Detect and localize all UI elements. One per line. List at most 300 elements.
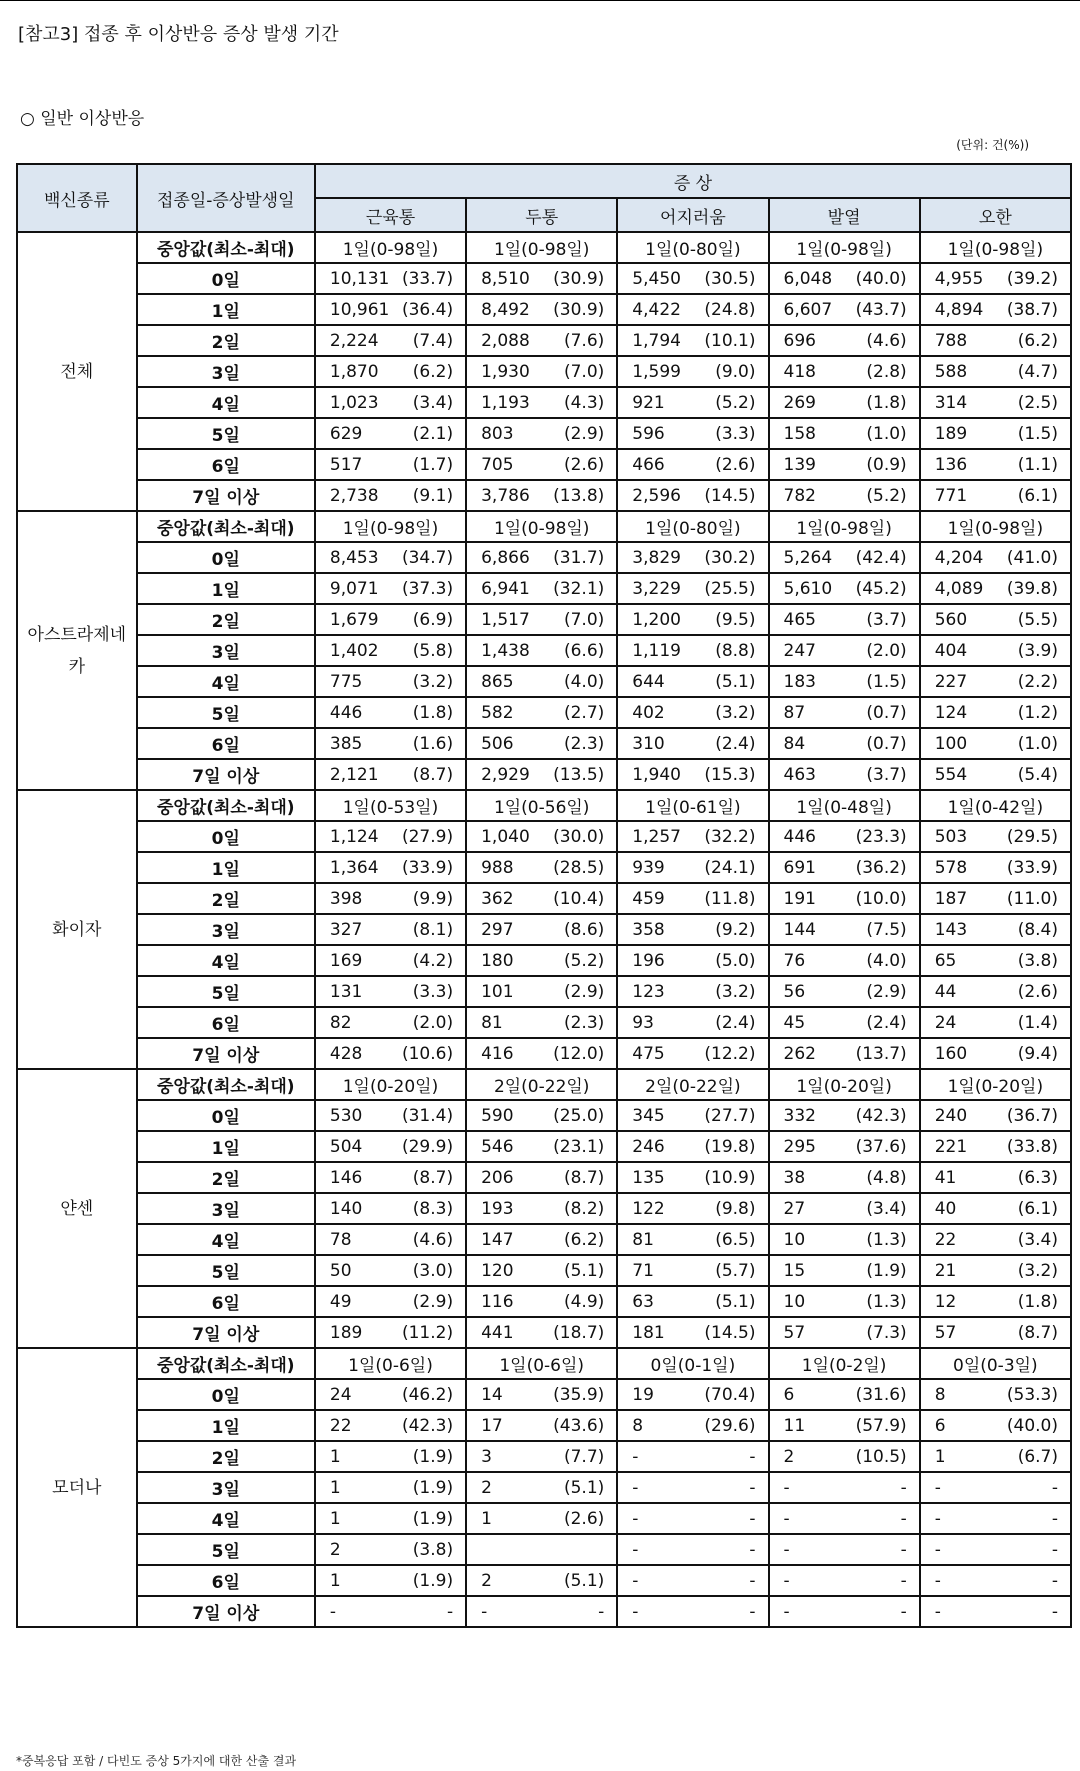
percent-value: (2.0) bbox=[866, 640, 907, 661]
median-cell: 1일(0-98일) bbox=[315, 511, 466, 542]
percent-value: (9.9) bbox=[412, 888, 454, 909]
percent-value: (42.3) bbox=[855, 1105, 907, 1126]
data-cell bbox=[769, 697, 920, 728]
count-value: 57 bbox=[783, 1322, 806, 1343]
percent-value: (4.6) bbox=[866, 330, 907, 351]
percent-value: (24.8) bbox=[704, 299, 756, 320]
data-cell bbox=[617, 635, 768, 666]
data-cell bbox=[466, 1379, 617, 1410]
count-value: 1,517 bbox=[481, 609, 530, 630]
data-cell bbox=[617, 666, 768, 697]
median-label: 중앙값(최소-최대) bbox=[137, 232, 315, 263]
percent-value: (2.9) bbox=[563, 981, 605, 1002]
day-label: 1일 bbox=[137, 852, 315, 883]
day-label: 6일 bbox=[137, 449, 315, 480]
count-value: 123 bbox=[632, 981, 665, 1002]
data-cell bbox=[920, 976, 1071, 1007]
data-cell bbox=[617, 1193, 768, 1224]
data-cell bbox=[466, 1286, 617, 1317]
count-value: 314 bbox=[934, 392, 968, 413]
data-cell bbox=[769, 294, 920, 325]
percent-value: - bbox=[900, 1570, 907, 1591]
count-value: 775 bbox=[329, 671, 363, 692]
table-row bbox=[17, 697, 1071, 728]
count-value: 247 bbox=[783, 640, 816, 661]
percent-value: (6.9) bbox=[412, 609, 454, 630]
percent-value: (3.8) bbox=[1017, 950, 1058, 971]
data-cell bbox=[466, 294, 617, 325]
percent-value: - bbox=[900, 1601, 907, 1622]
percent-value: (29.5) bbox=[1006, 826, 1058, 847]
count-value: 169 bbox=[329, 950, 363, 971]
data-cell bbox=[769, 883, 920, 914]
count-value: 295 bbox=[783, 1136, 816, 1157]
percent-value: (31.4) bbox=[401, 1105, 454, 1126]
median-label: 중앙값(최소-최대) bbox=[137, 1348, 315, 1379]
percent-value: (2.6) bbox=[1017, 981, 1058, 1002]
table-row bbox=[17, 1224, 1071, 1255]
table-row bbox=[17, 1007, 1071, 1038]
percent-value: (12.0) bbox=[553, 1043, 605, 1064]
day-label: 2일 bbox=[137, 604, 315, 635]
percent-value: (2.1) bbox=[412, 423, 454, 444]
percent-value: (34.7) bbox=[401, 547, 454, 568]
day-label: 7일 이상 bbox=[137, 1317, 315, 1348]
percent-value: (37.3) bbox=[401, 578, 454, 599]
count-value: 446 bbox=[329, 702, 363, 723]
data-cell bbox=[315, 1286, 466, 1317]
count-value: 1,794 bbox=[632, 330, 681, 351]
count-value: 139 bbox=[783, 454, 816, 475]
percent-value: (3.3) bbox=[412, 981, 454, 1002]
count-value: - bbox=[934, 1508, 941, 1529]
percent-value: (1.8) bbox=[412, 702, 454, 723]
data-cell bbox=[617, 728, 768, 759]
data-cell bbox=[920, 1193, 1071, 1224]
table-row bbox=[17, 573, 1071, 604]
count-value: 771 bbox=[934, 485, 968, 506]
data-cell bbox=[769, 1565, 920, 1596]
percent-value: - bbox=[1051, 1570, 1058, 1591]
count-value: 1,679 bbox=[329, 609, 379, 630]
table-row bbox=[17, 1286, 1071, 1317]
data-cell bbox=[769, 1100, 920, 1131]
day-label: 5일 bbox=[137, 697, 315, 728]
data-cell bbox=[920, 852, 1071, 883]
day-label: 0일 bbox=[137, 1100, 315, 1131]
percent-value: (39.8) bbox=[1006, 578, 1058, 599]
data-cell bbox=[920, 945, 1071, 976]
data-cell bbox=[466, 914, 617, 945]
count-value: 705 bbox=[481, 454, 514, 475]
vaccine-group-label: 얀센 bbox=[60, 1198, 94, 1219]
data-cell bbox=[466, 356, 617, 387]
count-value: 24 bbox=[329, 1384, 352, 1405]
percent-value: (6.6) bbox=[563, 640, 605, 661]
data-cell bbox=[769, 945, 920, 976]
percent-value: (6.3) bbox=[1017, 1167, 1058, 1188]
count-value: 441 bbox=[481, 1322, 514, 1343]
count-value: 691 bbox=[783, 857, 816, 878]
header-symptom-dizziness: 어지러움 bbox=[617, 198, 768, 232]
count-value: 101 bbox=[481, 981, 514, 1002]
data-cell bbox=[769, 666, 920, 697]
data-cell bbox=[769, 852, 920, 883]
data-cell bbox=[920, 542, 1071, 573]
count-value: 1,040 bbox=[481, 826, 530, 847]
data-cell bbox=[617, 821, 768, 852]
data-cell bbox=[466, 945, 617, 976]
table-row bbox=[17, 1193, 1071, 1224]
percent-value: (40.0) bbox=[1006, 1415, 1058, 1436]
percent-value: (4.7) bbox=[1017, 361, 1058, 382]
percent-value: - bbox=[749, 1508, 756, 1529]
day-label: 3일 bbox=[137, 914, 315, 945]
day-label: 2일 bbox=[137, 883, 315, 914]
data-cell bbox=[617, 325, 768, 356]
percent-value: (1.9) bbox=[412, 1477, 454, 1498]
count-value: 554 bbox=[934, 764, 968, 785]
data-cell bbox=[617, 697, 768, 728]
data-cell bbox=[769, 1441, 920, 1472]
percent-value: (1.7) bbox=[412, 454, 454, 475]
percent-value: (4.9) bbox=[563, 1291, 605, 1312]
table-row bbox=[17, 418, 1071, 449]
day-label: 0일 bbox=[137, 821, 315, 852]
percent-value: (30.9) bbox=[553, 268, 605, 289]
count-value: 446 bbox=[783, 826, 816, 847]
percent-value: - bbox=[749, 1570, 756, 1591]
section-title: ○ 일반 이상반응 bbox=[20, 109, 145, 129]
data-cell bbox=[315, 1472, 466, 1503]
data-cell bbox=[315, 418, 466, 449]
percent-value: (1.9) bbox=[412, 1570, 454, 1591]
count-value: 1 bbox=[329, 1508, 341, 1529]
median-cell: 1일(0-98일) bbox=[920, 511, 1071, 542]
percent-value: (29.6) bbox=[704, 1415, 756, 1436]
data-cell bbox=[617, 356, 768, 387]
count-value: 517 bbox=[329, 454, 363, 475]
data-cell bbox=[920, 1596, 1071, 1627]
percent-value: (13.8) bbox=[553, 485, 605, 506]
count-value: 2,596 bbox=[632, 485, 681, 506]
data-cell bbox=[617, 1379, 768, 1410]
count-value: 10,131 bbox=[329, 268, 390, 289]
footnote: *중복응답 포함 / 다빈도 증상 5가지에 대한 산출 결과 bbox=[16, 1754, 297, 1768]
count-value: 183 bbox=[783, 671, 816, 692]
data-cell bbox=[617, 1596, 768, 1627]
count-value: 135 bbox=[632, 1167, 665, 1188]
data-cell bbox=[920, 1379, 1071, 1410]
data-cell bbox=[769, 1255, 920, 1286]
data-cell bbox=[315, 604, 466, 635]
percent-value: (2.2) bbox=[1017, 671, 1058, 692]
percent-value: (8.7) bbox=[1017, 1322, 1058, 1343]
percent-value: (10.4) bbox=[553, 888, 605, 909]
median-cell: 1일(0-56일) bbox=[466, 790, 617, 821]
percent-value: (3.3) bbox=[715, 423, 756, 444]
table-row bbox=[17, 387, 1071, 418]
count-value: 81 bbox=[481, 1012, 503, 1033]
data-cell bbox=[315, 852, 466, 883]
percent-value: (1.6) bbox=[412, 733, 454, 754]
percent-value: (1.2) bbox=[1017, 702, 1058, 723]
median-cell: 1일(0-98일) bbox=[466, 232, 617, 263]
day-label: 4일 bbox=[137, 1224, 315, 1255]
count-value: 1,599 bbox=[632, 361, 681, 382]
data-cell bbox=[920, 914, 1071, 945]
data-cell bbox=[315, 480, 466, 511]
data-cell bbox=[769, 1224, 920, 1255]
count-value: 116 bbox=[481, 1291, 514, 1312]
count-value: - bbox=[934, 1539, 941, 1560]
table-row bbox=[17, 635, 1071, 666]
percent-value: (8.8) bbox=[715, 640, 756, 661]
data-cell bbox=[769, 1472, 920, 1503]
count-value: 8 bbox=[934, 1384, 946, 1405]
count-value: 44 bbox=[934, 981, 957, 1002]
count-value: 6 bbox=[783, 1384, 795, 1405]
percent-value: (3.9) bbox=[1017, 640, 1058, 661]
count-value: - bbox=[632, 1477, 639, 1498]
count-value: 596 bbox=[632, 423, 665, 444]
count-value: 12 bbox=[934, 1291, 957, 1312]
day-label: 0일 bbox=[137, 1379, 315, 1410]
count-value: 560 bbox=[934, 609, 968, 630]
data-cell bbox=[617, 449, 768, 480]
data-cell bbox=[769, 1007, 920, 1038]
data-cell bbox=[315, 356, 466, 387]
table-row bbox=[17, 604, 1071, 635]
data-cell bbox=[769, 263, 920, 294]
data-cell bbox=[315, 1100, 466, 1131]
data-cell bbox=[617, 945, 768, 976]
count-value: 227 bbox=[934, 671, 968, 692]
count-value: 546 bbox=[481, 1136, 514, 1157]
vaccine-group-label: 전체 bbox=[60, 361, 94, 382]
percent-value: (7.3) bbox=[866, 1322, 907, 1343]
count-value: 416 bbox=[481, 1043, 514, 1064]
data-cell bbox=[769, 1317, 920, 1348]
percent-value: (23.3) bbox=[855, 826, 907, 847]
count-value: 3,229 bbox=[632, 578, 681, 599]
percent-value: (10.6) bbox=[401, 1043, 454, 1064]
percent-value: (5.5) bbox=[1017, 609, 1058, 630]
count-value: 310 bbox=[632, 733, 665, 754]
count-value: 22 bbox=[934, 1229, 957, 1250]
day-label: 1일 bbox=[137, 1131, 315, 1162]
table-row bbox=[17, 1441, 1071, 1472]
percent-value: (2.3) bbox=[563, 733, 605, 754]
count-value: 8,453 bbox=[329, 547, 379, 568]
data-cell bbox=[315, 1565, 466, 1596]
data-cell bbox=[315, 1596, 466, 1627]
percent-value: (29.9) bbox=[401, 1136, 454, 1157]
data-cell bbox=[466, 1193, 617, 1224]
data-cell bbox=[920, 821, 1071, 852]
percent-value: (13.5) bbox=[553, 764, 605, 785]
percent-value: (5.4) bbox=[1017, 764, 1058, 785]
data-cell bbox=[315, 387, 466, 418]
percent-value: (27.7) bbox=[704, 1105, 756, 1126]
count-value: 5,610 bbox=[783, 578, 833, 599]
count-value: 40 bbox=[934, 1198, 957, 1219]
data-cell bbox=[920, 325, 1071, 356]
percent-value: (9.4) bbox=[1017, 1043, 1058, 1064]
count-value: 8 bbox=[632, 1415, 644, 1436]
median-cell: 1일(0-98일) bbox=[769, 232, 920, 263]
count-value: 221 bbox=[934, 1136, 968, 1157]
data-cell bbox=[920, 1503, 1071, 1534]
data-cell bbox=[315, 1038, 466, 1069]
median-cell: 1일(0-6일) bbox=[315, 1348, 466, 1379]
day-label: 7일 이상 bbox=[137, 1038, 315, 1069]
data-cell bbox=[920, 480, 1071, 511]
percent-value: (6.5) bbox=[715, 1229, 756, 1250]
vaccine-group-name bbox=[17, 1348, 137, 1627]
table-row bbox=[17, 294, 1071, 325]
percent-value: (1.3) bbox=[866, 1229, 907, 1250]
median-cell: 1일(0-61일) bbox=[617, 790, 768, 821]
count-value: 8,510 bbox=[481, 268, 530, 289]
count-value: 332 bbox=[783, 1105, 816, 1126]
data-cell bbox=[315, 821, 466, 852]
count-value: 181 bbox=[632, 1322, 665, 1343]
percent-value: (19.8) bbox=[704, 1136, 756, 1157]
percent-value: (8.3) bbox=[412, 1198, 454, 1219]
percent-value: (8.7) bbox=[563, 1167, 605, 1188]
count-value: 788 bbox=[934, 330, 968, 351]
count-value: 475 bbox=[632, 1043, 665, 1064]
percent-value: (30.5) bbox=[704, 268, 756, 289]
data-cell bbox=[315, 1441, 466, 1472]
data-cell bbox=[617, 263, 768, 294]
data-cell bbox=[315, 1534, 466, 1565]
percent-value: (33.9) bbox=[1006, 857, 1058, 878]
count-value: 262 bbox=[783, 1043, 816, 1064]
data-cell bbox=[769, 542, 920, 573]
percent-value: (6.1) bbox=[1017, 1198, 1058, 1219]
data-cell bbox=[466, 480, 617, 511]
data-cell bbox=[466, 1410, 617, 1441]
percent-value: (6.1) bbox=[1017, 485, 1058, 506]
count-value: 63 bbox=[632, 1291, 654, 1312]
data-cell bbox=[920, 1286, 1071, 1317]
median-row bbox=[17, 511, 1071, 542]
count-value: 41 bbox=[934, 1167, 957, 1188]
data-cell bbox=[769, 1038, 920, 1069]
percent-value: (7.0) bbox=[563, 609, 605, 630]
count-value: 269 bbox=[783, 392, 816, 413]
count-value: 10 bbox=[783, 1229, 806, 1250]
count-value: 578 bbox=[934, 857, 968, 878]
data-cell bbox=[920, 728, 1071, 759]
count-value: 93 bbox=[632, 1012, 654, 1033]
count-value: 5,264 bbox=[783, 547, 833, 568]
data-cell bbox=[617, 1565, 768, 1596]
data-cell bbox=[920, 356, 1071, 387]
data-cell bbox=[466, 1131, 617, 1162]
percent-value: (1.9) bbox=[866, 1260, 907, 1281]
percent-value: (1.9) bbox=[412, 1446, 454, 1467]
count-value: - bbox=[934, 1601, 941, 1622]
count-value: 131 bbox=[329, 981, 363, 1002]
percent-value: (1.9) bbox=[412, 1508, 454, 1529]
count-value: 65 bbox=[934, 950, 957, 971]
count-value: 146 bbox=[329, 1167, 363, 1188]
percent-value: (5.2) bbox=[563, 950, 605, 971]
data-cell bbox=[315, 263, 466, 294]
percent-value: (8.7) bbox=[412, 764, 454, 785]
count-value: 193 bbox=[481, 1198, 514, 1219]
count-value: 2 bbox=[481, 1570, 492, 1591]
count-value: 921 bbox=[632, 392, 665, 413]
data-cell bbox=[617, 852, 768, 883]
percent-value: (38.7) bbox=[1006, 299, 1058, 320]
median-label: 중앙값(최소-최대) bbox=[137, 1069, 315, 1100]
data-cell bbox=[920, 263, 1071, 294]
percent-value: (36.2) bbox=[855, 857, 907, 878]
data-cell bbox=[769, 635, 920, 666]
data-cell bbox=[466, 821, 617, 852]
percent-value: (3.2) bbox=[715, 702, 756, 723]
table-row bbox=[17, 666, 1071, 697]
data-cell bbox=[769, 418, 920, 449]
percent-value: (2.9) bbox=[412, 1291, 454, 1312]
count-value: 3,786 bbox=[481, 485, 530, 506]
percent-value: (2.7) bbox=[563, 702, 605, 723]
table-row bbox=[17, 1379, 1071, 1410]
data-cell bbox=[315, 325, 466, 356]
day-label: 2일 bbox=[137, 325, 315, 356]
count-value: 1,930 bbox=[481, 361, 530, 382]
percent-value: (11.2) bbox=[401, 1322, 454, 1343]
data-cell bbox=[769, 1286, 920, 1317]
percent-value: (14.5) bbox=[704, 1322, 756, 1343]
data-cell bbox=[920, 1472, 1071, 1503]
vaccine-group-name bbox=[17, 790, 137, 1069]
count-value: 84 bbox=[783, 733, 806, 754]
percent-value: (37.6) bbox=[855, 1136, 907, 1157]
percent-value: (5.8) bbox=[412, 640, 454, 661]
data-cell bbox=[617, 1038, 768, 1069]
percent-value: (33.7) bbox=[401, 268, 454, 289]
vaccine-group-name bbox=[17, 511, 137, 790]
median-row bbox=[17, 1348, 1071, 1379]
percent-value: (1.5) bbox=[866, 671, 907, 692]
table-row bbox=[17, 1472, 1071, 1503]
percent-value: (36.7) bbox=[1006, 1105, 1058, 1126]
day-label: 3일 bbox=[137, 1472, 315, 1503]
data-cell bbox=[769, 573, 920, 604]
percent-value: (36.4) bbox=[401, 299, 454, 320]
count-value: 644 bbox=[632, 671, 665, 692]
percent-value: - bbox=[749, 1601, 756, 1622]
percent-value: (32.2) bbox=[704, 826, 756, 847]
percent-value: (33.9) bbox=[401, 857, 454, 878]
table-row bbox=[17, 1565, 1071, 1596]
data-cell bbox=[769, 387, 920, 418]
data-cell bbox=[920, 1131, 1071, 1162]
page-title: [참고3] 접종 후 이상반응 증상 발생 기간 bbox=[18, 24, 339, 45]
count-value: 143 bbox=[934, 919, 968, 940]
data-cell bbox=[315, 759, 466, 790]
percent-value: - bbox=[900, 1508, 907, 1529]
count-value: 56 bbox=[783, 981, 806, 1002]
percent-value: (24.1) bbox=[704, 857, 756, 878]
percent-value: (8.4) bbox=[1017, 919, 1058, 940]
day-label: 5일 bbox=[137, 1255, 315, 1286]
